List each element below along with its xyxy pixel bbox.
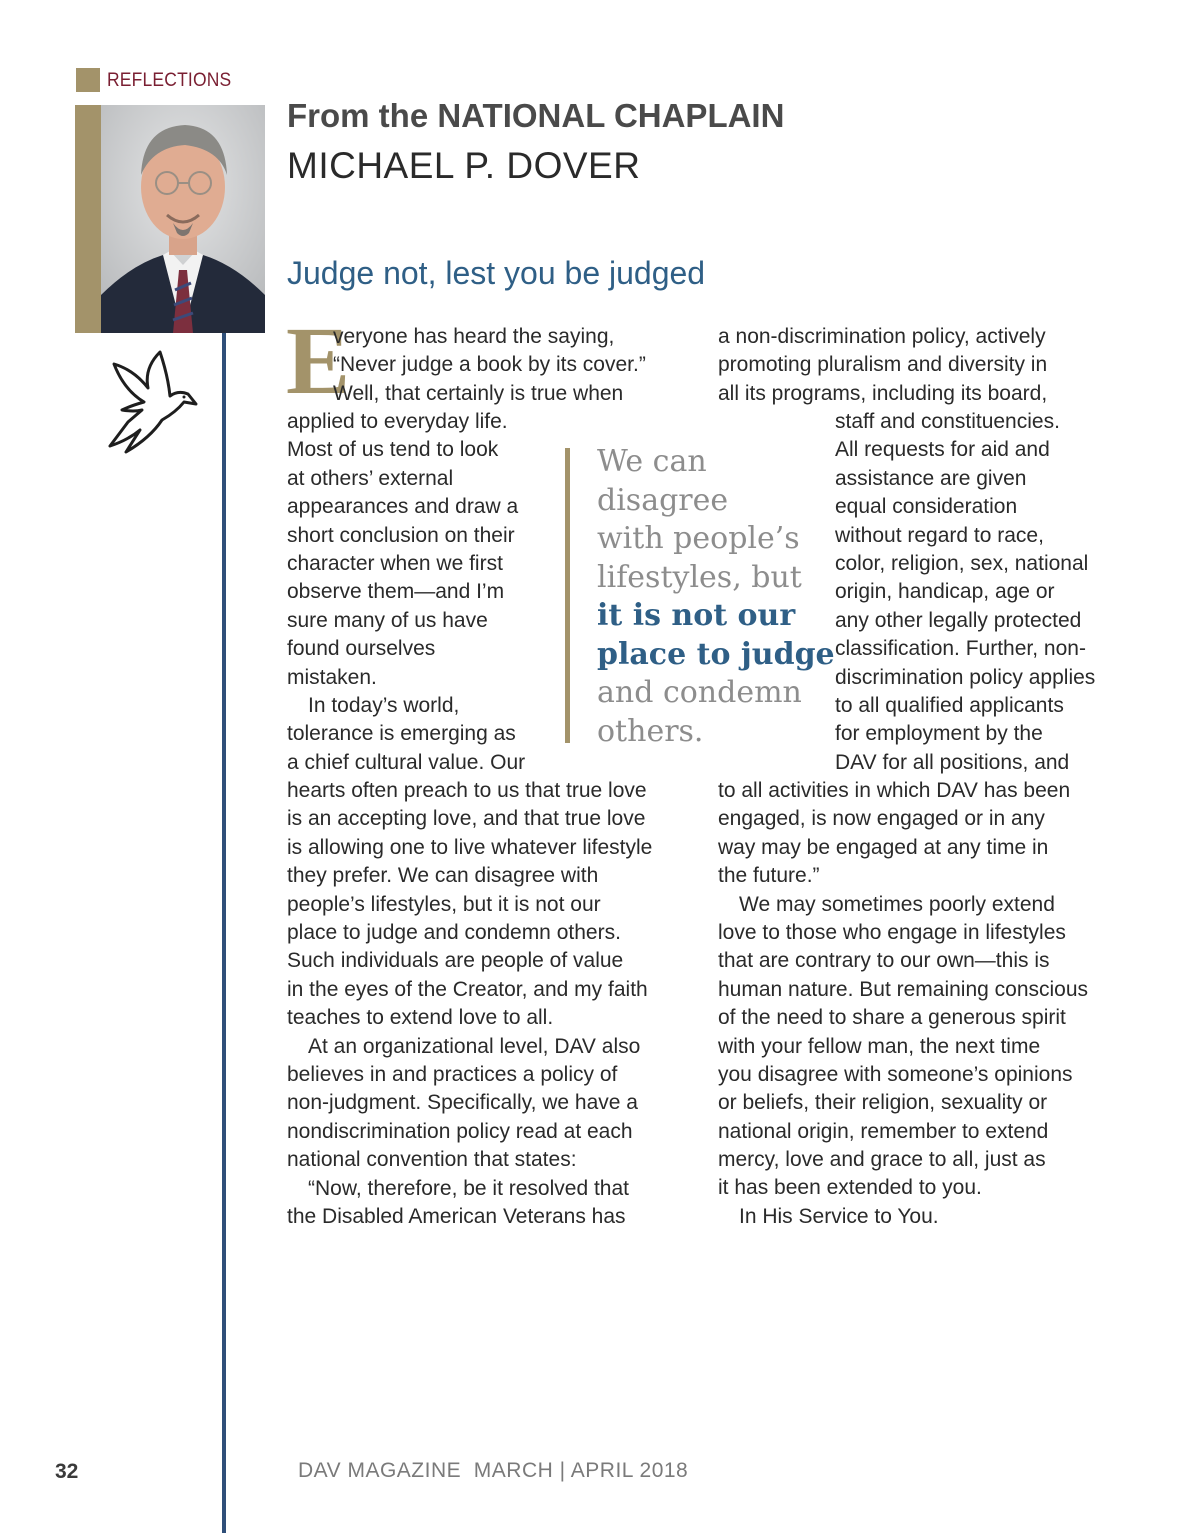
text-line: in the eyes of the Creator, and my faith [287,977,648,1001]
text-line: is an accepting love, and that true love [287,807,646,831]
dove-icon [104,350,200,461]
text-line: promoting pluralism and diversity in [718,353,1048,377]
text-line: of the need to share a generous spirit [718,1006,1066,1030]
author-name: MICHAEL P. DOVER [287,145,641,186]
text-line: the Disabled American Veterans has [287,1204,626,1228]
text-line: staff and constituencies. [835,410,1060,433]
pullquote-line: with people’s [597,521,800,556]
pullquote-line: and condemn [597,675,802,710]
pullquote-line-emphasis: it is not our [597,598,796,633]
text-line: all its programs, including its board, [718,381,1048,405]
text-line: with your fellow man, the next time [718,1034,1041,1058]
drop-cap: E [286,307,351,414]
text-line: human nature. But remaining conscious [718,977,1089,1001]
text-line: “Never judge a book by its cover.” [333,353,646,377]
text-line: engaged, is now engaged or in any [718,807,1045,831]
text-line: tolerance is emerging as [287,722,516,746]
text-line: appearances and draw a [287,495,519,519]
footer-publication: DAV MAGAZINE MARCH | APRIL 2018 [298,1459,689,1482]
text-line: without regard to race, [835,523,1044,547]
text-line: We may sometimes poorly extend [739,892,1055,916]
gold-accent-bar [75,105,101,333]
text-line: or beliefs, their religion, sexuality or [718,1091,1048,1115]
blue-vertical-rule [222,333,226,1533]
text-line: short conclusion on their [287,523,515,547]
text-line: Such individuals are people of value [287,949,624,973]
text-line: mercy, love and grace to all, just as [718,1148,1046,1172]
text-line: they prefer. We can disagree with [287,864,599,888]
section-label: REFLECTIONS [107,70,232,91]
text-line: Most of us tend to look [287,438,499,462]
text-line: that are contrary to our own—this is [718,949,1050,973]
text-line: assistance are given [835,466,1027,490]
text-line: to all qualified applicants [835,693,1064,717]
portrait-photo [101,105,265,333]
text-line: sure many of us have [287,608,488,632]
text-line: any other legally protected [835,608,1082,632]
text-line: you disagree with someone’s opinions [718,1062,1073,1086]
text-line: Well, that certainly is true when [333,381,624,405]
col1-lead-lines [333,323,646,408]
text-line: for employment by the [835,722,1043,746]
text-line: people’s lifestyles, but it is not our [287,892,601,916]
text-line: nondiscrimination policy read at each [287,1119,633,1143]
text-line: love to those who engage in lifestyles [718,920,1066,944]
text-line: mistaken. [287,665,377,689]
text-line: discrimination policy applies [835,665,1096,689]
text-line: found ourselves [287,637,436,661]
text-line: it has been extended to you. [718,1176,982,1200]
column-title: From the NATIONAL CHAPLAIN [287,97,785,134]
text-line: DAV for all positions, and [835,750,1070,774]
text-line: a non-discrimination policy, actively [718,325,1046,348]
text-line: In His Service to You. [739,1204,939,1228]
page-number: 32 [55,1460,79,1483]
pullquote-bar [565,448,570,743]
text-line: place to judge and condemn others. [287,921,621,945]
text-line: hearts often preach to us that true love [287,779,647,803]
text-line: veryone has heard the saying, [333,325,615,348]
text-line: “Now, therefore, be it resolved that [308,1176,629,1200]
text-line: classification. Further, non- [835,637,1086,661]
pullquote [597,443,835,751]
text-line: observe them—and I’m [287,580,505,604]
text-line: At an organizational level, DAV also [308,1034,641,1058]
pullquote-line: disagree [597,482,729,518]
col2-top [718,323,1047,408]
text-line: national origin, remember to extend [718,1119,1049,1143]
text-line: equal consideration [835,495,1018,519]
text-line: character when we first [287,551,503,575]
text-line: at others’ external [287,466,454,490]
pullquote-line-emphasis: place to judge [597,636,835,672]
text-line: color, religion, sex, national [835,551,1089,575]
text-line: the future.” [718,864,820,888]
col2-bottom [718,777,1088,1231]
text-line: All requests for aid and [835,438,1050,462]
text-line: national convention that states: [287,1148,577,1172]
text-line: to all activities in which DAV has been [718,779,1071,802]
text-line: a chief cultural value. Our [287,750,526,774]
pullquote-line: others. [597,713,704,749]
text-line: teaches to extend love to all. [287,1006,554,1030]
text-line: origin, handicap, age or [835,580,1055,604]
pullquote-line: We can [597,444,707,479]
text-line: believes in and practices a policy of [287,1062,618,1086]
text-line: applied to everyday life. [287,410,508,433]
text-line: way may be engaged at any time in [718,835,1049,859]
text-line: is allowing one to live whatever lifestyle [287,835,653,859]
article-headline: Judge not, lest you be judged [287,255,706,291]
text-line: non-judgment. Specifically, we have a [287,1091,638,1115]
text-line: In today’s world, [308,693,460,717]
col2-narrow [835,408,1095,777]
pullquote-line: lifestyles, but [597,559,802,595]
section-marker [76,68,100,92]
